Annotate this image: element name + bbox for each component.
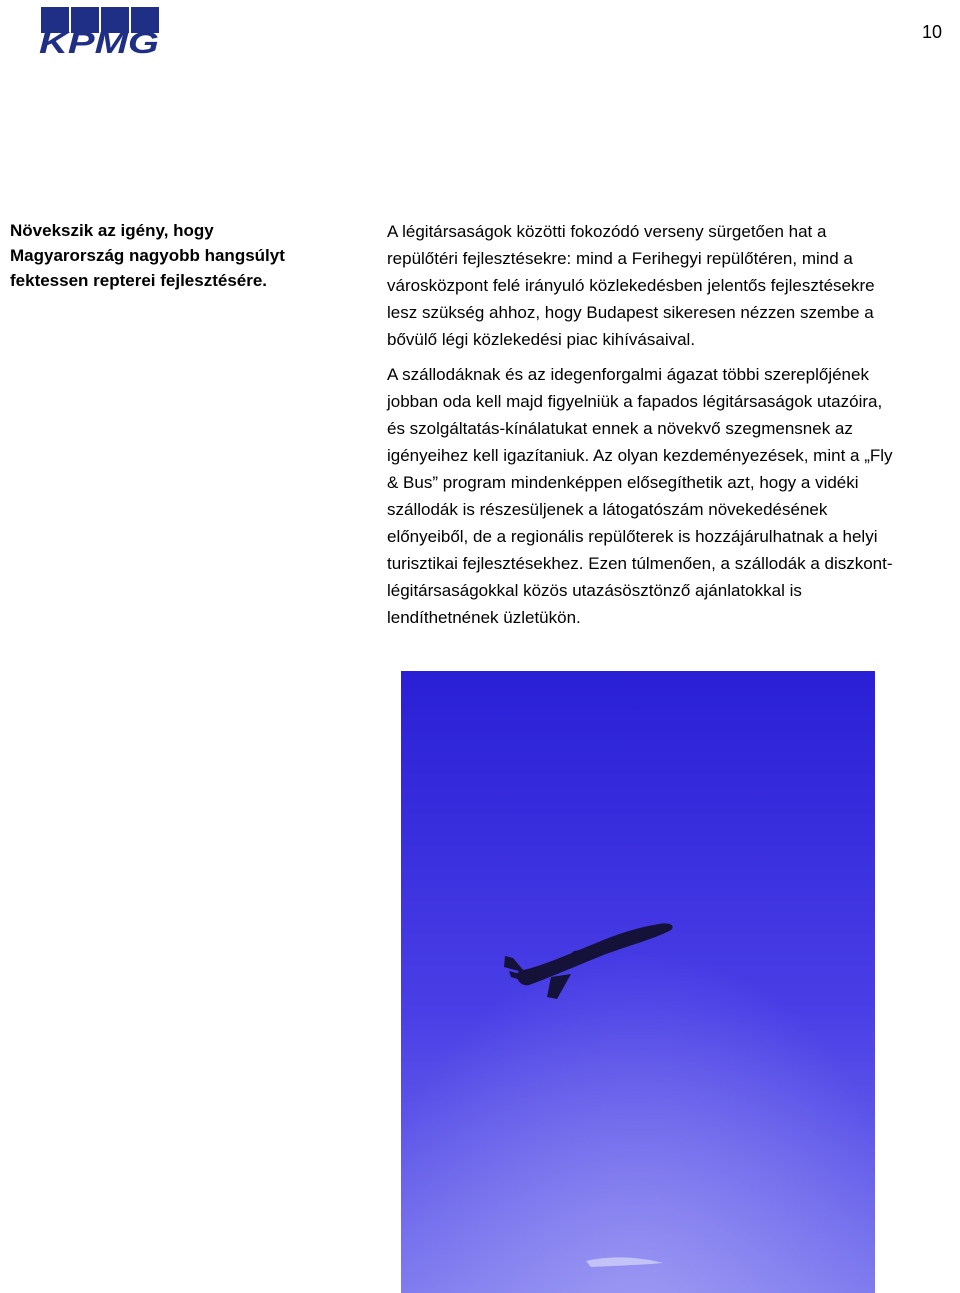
paragraph-hotels: [387, 361, 957, 631]
text-line: A légitársaságok közötti fokozódó verseny sürgetően hat a: [387, 222, 827, 241]
text-line: & Bus” program mindenképpen elősegíthetik azt, hogy a vidéki: [387, 473, 859, 492]
text-line: repülőtéri fejlesztésekre: mind a Ferihegyi repülőtéren, mind a: [387, 249, 853, 268]
sidebar-heading-line: fektessen repterei fejlesztésére.: [10, 271, 268, 290]
sidebar-heading-line: Növekszik az igény, hogy: [10, 221, 214, 240]
kpmg-logo: [39, 7, 162, 57]
text-line: turisztikai fejlesztésekhez. Ezen túlmenően, a szállodák a diszkont-: [387, 554, 893, 573]
text-line: és szolgáltatás-kínálatukat ennek a növekvő szegmensnek az: [387, 419, 853, 438]
text-line: bővülő légi közlekedési piac kihívásaival.: [387, 330, 696, 349]
text-line: szállodák is részesüljenek a látogatószám növekedésének: [387, 500, 828, 519]
sky-glow: [401, 671, 875, 1293]
airplane-photo: [401, 671, 875, 1293]
text-line: A szállodáknak és az idegenforgalmi ágazat többi szereplőjének: [387, 365, 869, 384]
text-line: városközpont felé irányuló közlekedésben jelentős fejlesztésekre: [387, 276, 875, 295]
paragraph-airport-development: [387, 218, 957, 353]
sidebar-heading-line: Magyarország nagyobb hangsúlyt: [10, 246, 285, 265]
text-line: légitársaságokkal közös utazásösztönző ajánlatokkal is: [387, 581, 802, 600]
sidebar-heading: [10, 218, 330, 293]
page-number: 10: [921, 22, 942, 42]
text-line: jobban oda kell majd figyelniük a fapados légitársaságok utazóira,: [387, 392, 883, 411]
text-line: lesz szükség ahhoz, hogy Budapest sikeresen nézzen szembe a: [387, 303, 874, 322]
text-line: lendíthetnének üzletükön.: [387, 608, 581, 627]
logo-text: KPMG: [39, 25, 159, 57]
text-line: előnyeiből, de a regionális repülőterek is hozzájárulhatnak a helyi: [387, 527, 878, 546]
text-line: igényeihez kell igazítaniuk. Az olyan kezdeményezések, mint a „Fly: [387, 446, 893, 465]
